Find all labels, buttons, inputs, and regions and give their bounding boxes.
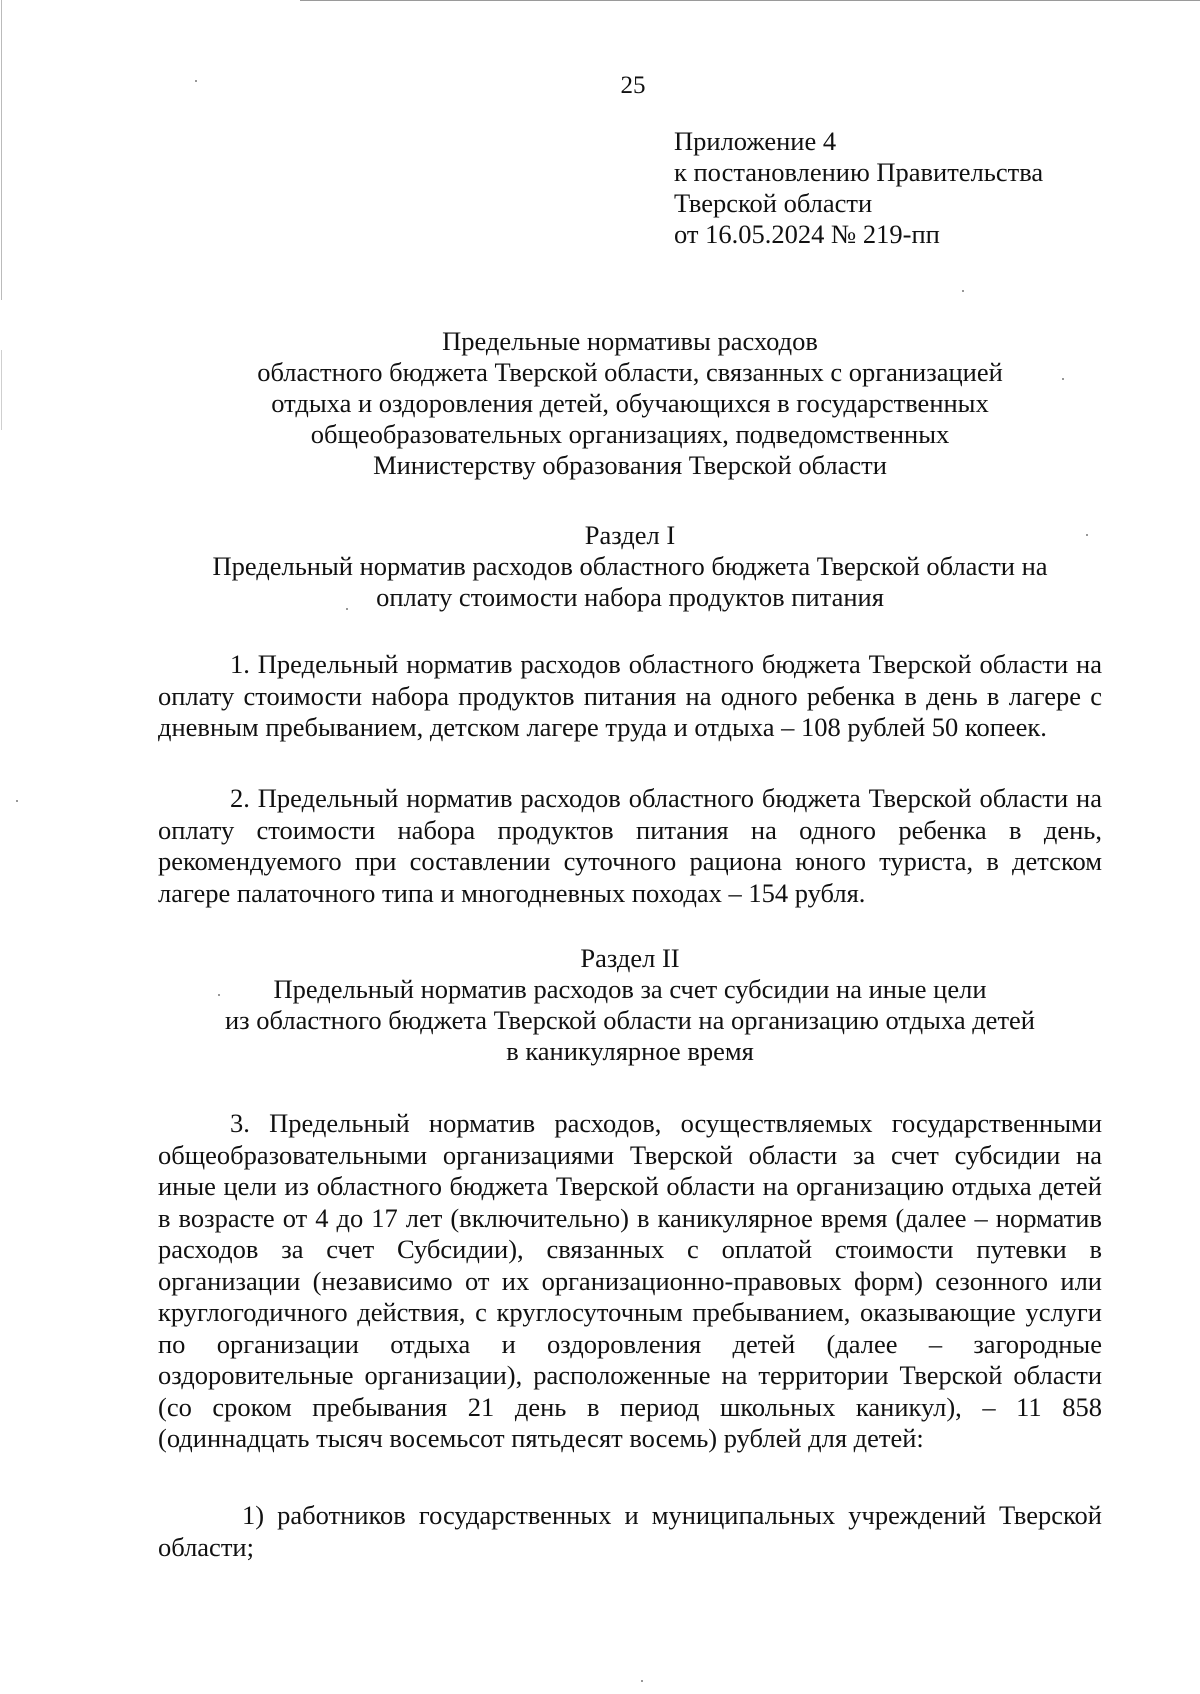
title-line: Предельные нормативы расходов bbox=[442, 326, 818, 356]
paragraph-text: 2. Предельный норматив расходов областного бюджета Тверской области на оплату стоимости набора продуктов питания на одного ребенка в день, рекомендуемого при составлении суточного рациона юного туриста, в детском лагере палаточного типа и многодневных походах – 154 рубля. bbox=[158, 783, 1102, 908]
subitem-text: 1) работников государственных и муниципальных учреждений Тверской области; bbox=[158, 1500, 1102, 1562]
scan-speck bbox=[195, 80, 197, 82]
section-label: Раздел I bbox=[584, 520, 676, 550]
scan-edge-mark bbox=[1, 0, 2, 300]
title-line: отдыха и оздоровления детей, обучающихся в государственных bbox=[271, 388, 989, 418]
section-heading-line: Предельный норматив расходов областного бюджета Тверской области на bbox=[212, 551, 1048, 581]
section-1-header bbox=[140, 520, 1120, 613]
appendix-block bbox=[674, 126, 1043, 250]
section-heading-line: из областного бюджета Тверской области на организацию отдыха детей bbox=[225, 1005, 1035, 1035]
scan-speck bbox=[1086, 534, 1088, 536]
scan-edge-mark bbox=[1, 350, 2, 430]
scan-edge-line bbox=[300, 0, 1200, 1]
scan-speck bbox=[962, 290, 964, 292]
document-title bbox=[140, 326, 1120, 481]
paragraph-text: 1. Предельный норматив расходов областного бюджета Тверской области на оплату стоимости набора продуктов питания на одного ребенка в день в лагере с дневным пребыванием, детском лагере труда и отдыха – 108 рублей 50 копеек. bbox=[158, 649, 1102, 742]
section-label: Раздел II bbox=[580, 943, 680, 973]
title-line: областного бюджета Тверской области, связанных с организацией bbox=[257, 357, 1003, 387]
appendix-line: к постановлению Правительства bbox=[674, 157, 1044, 187]
scan-speck bbox=[346, 608, 348, 610]
section-2-header bbox=[140, 943, 1120, 1067]
section-heading-line: Предельный норматив расходов за счет субсидии на иные цели bbox=[273, 974, 987, 1004]
title-line: Министерству образования Тверской области bbox=[373, 450, 887, 480]
scan-speck bbox=[641, 1680, 643, 1682]
appendix-line: от 16.05.2024 № 219-пп bbox=[674, 219, 940, 249]
appendix-line: Тверской области bbox=[674, 188, 873, 218]
paragraph-text: 3. Предельный норматив расходов, осуществляемых государственными общеобразовательными организациями Тверской области за счет субсидии на иные цели из областного бюджета Тверской области на организацию отдыха детей в возрасте от 4 до 17 лет (включительно) в каникулярное время (далее – норматив расходов за счет Субсидии), связанных с оплатой стоимости путевки в организации (независимо от их организационно-правовых форм) сезонного или круглогодичного действия, с круглосуточным пребыванием, оказывающие услуги по организации отдыха и оздоровления детей (далее – загородные оздоровительные организации), расположенные на территории Тверской области (со сроком пребывания 21 день в период школьных каникул), – 11 858 (одиннадцать тысяч восемьсот пятьдесят восемь) рублей для детей: bbox=[158, 1108, 1102, 1453]
page-number: 25 bbox=[620, 72, 646, 99]
scan-speck bbox=[218, 994, 220, 996]
scan-speck bbox=[16, 800, 18, 802]
paragraph-2 bbox=[158, 783, 1102, 909]
subitem-1 bbox=[158, 1500, 1102, 1563]
section-heading-line: в каникулярное время bbox=[506, 1036, 754, 1066]
title-line: общеобразовательных организациях, подведомственных bbox=[310, 419, 950, 449]
paragraph-1 bbox=[158, 649, 1102, 744]
section-heading-line: оплату стоимости набора продуктов питания bbox=[376, 582, 884, 612]
scan-speck bbox=[1062, 378, 1064, 380]
paragraph-3 bbox=[158, 1108, 1102, 1455]
appendix-line: Приложение 4 bbox=[674, 126, 837, 156]
